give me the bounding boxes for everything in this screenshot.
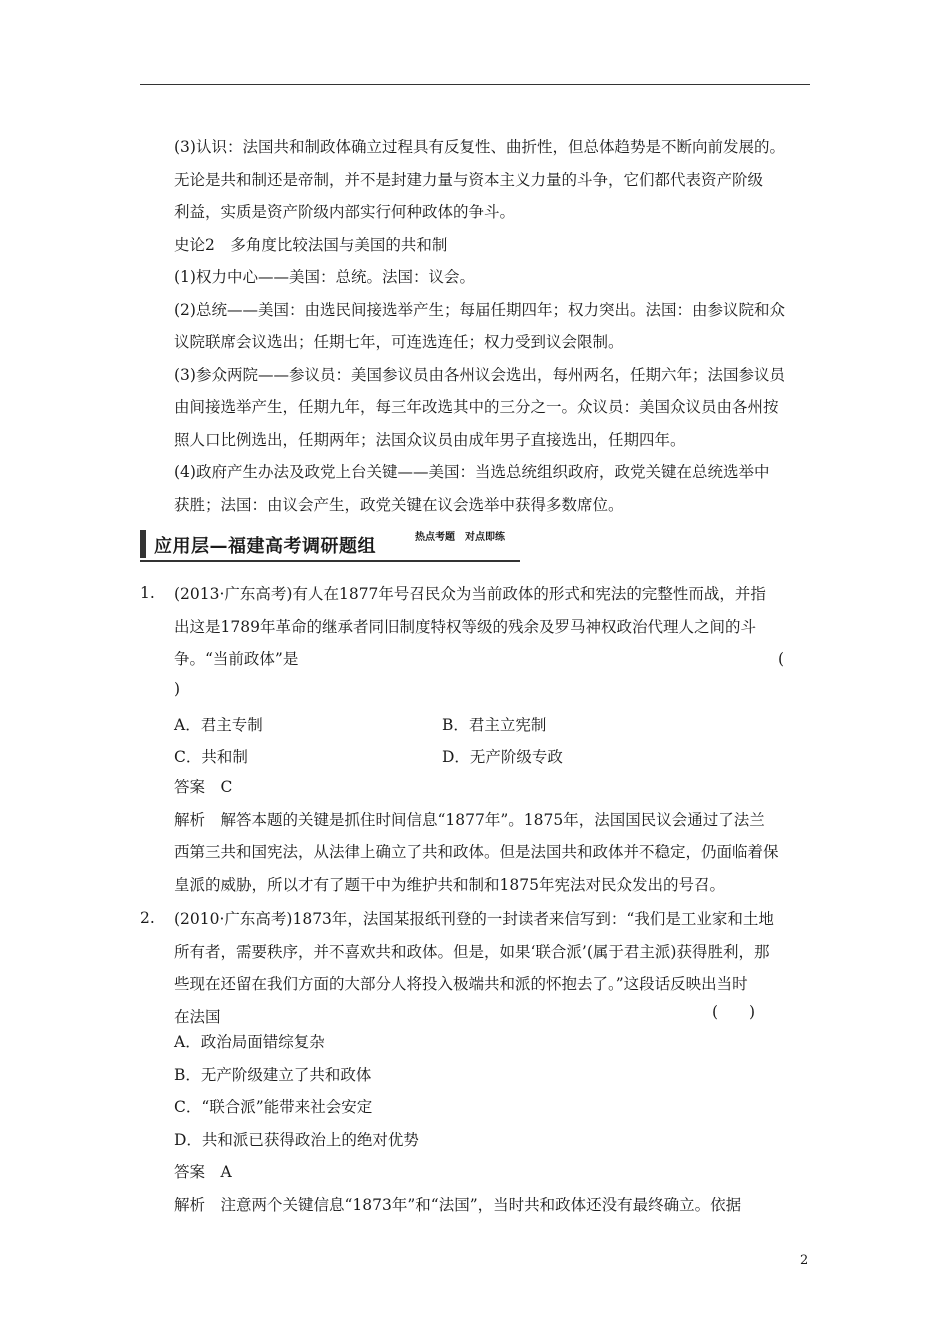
banner-title: 应用层—福建高考调研题组: [154, 536, 376, 557]
text-line: (2)总统——美国：由选民间接选举产生；每届任期四年；权力突出。法国：由参议院和众: [174, 300, 785, 319]
answer-bracket-close: ): [174, 680, 181, 698]
question-number: 1.: [140, 584, 155, 602]
text-line: 获胜；法国：由议会产生，政党关键在议会选举中获得多数席位。: [174, 495, 624, 514]
text-line: 无论是共和制还是帝制，并不是封建力量与资本主义力量的斗争，它们都代表资产阶级: [174, 170, 764, 189]
text-line: 些现在还留在我们方面的大部分人将投入极端共和派的怀抱去了。”这段话反映出当时: [174, 975, 748, 993]
option-d: D．共和派已获得政治上的绝对优势: [174, 1130, 419, 1149]
text-line: (2010·广东高考)1873年，法国某报纸刊登的一封读者来信写到：“我们是工业家和土地: [174, 910, 774, 928]
text-line: 所有者，需要秩序，并不喜欢共和政体。但是，如果‘联合派’(属于君主派)获得胜利，那: [174, 942, 770, 961]
question-1-answer: [174, 771, 810, 901]
text-line: (3)认识：法国共和制政体确立过程具有反复性、曲折性，但总体趋势是不断向前发展的。: [174, 138, 785, 156]
summary-section: [174, 131, 810, 521]
explanation-line: 解析 注意两个关键信息“1873年”和“法国”，当时共和政体还没有最终确立。依据: [174, 1195, 742, 1214]
text-line: 照人口比例选出，任期两年；法国众议员由成年男子直接选出，任期四年。: [174, 430, 686, 449]
question-number: 2.: [140, 909, 155, 927]
text-line: (3)参众两院——参议员：美国参议员由各州议会选出，每州两名，任期六年；法国参议员: [174, 365, 785, 384]
text-line: 利益，实质是资产阶级内部实行何种政体的争斗。: [174, 203, 516, 221]
section-banner: [140, 528, 520, 562]
text-line: 出这是1789年革命的继承者同旧制度特权等级的残余及罗马神权政治代理人之间的斗: [174, 617, 756, 636]
text-line: (2013·广东高考)有人在1877年号召民众为当前政体的形式和宪法的完整性而战，并指: [174, 585, 766, 603]
banner-subtitle: 热点考题 对点即练: [415, 532, 505, 543]
explanation-line: 皇派的威胁，所以才有了题干中为维护共和制和1875年宪法对民众发出的号召。: [174, 875, 725, 894]
shilun-heading: 史论2 多角度比较法国与美国的共和制: [174, 235, 448, 254]
banner-underline: [140, 560, 520, 562]
explanation-line: 解析 解答本题的关键是抓住时间信息“1877年”。1875年，法国国民议会通过了法兰: [174, 810, 765, 829]
option-d: D．无产阶级专政: [442, 748, 563, 766]
question-2-options: [174, 1026, 810, 1221]
option-c: C．共和制: [174, 748, 248, 766]
option-b: B．无产阶级建立了共和政体: [174, 1065, 372, 1084]
banner-bar: [140, 530, 146, 558]
explanation-line: 西第三共和国宪法，从法律上确立了共和政体。但是法国共和政体并不稳定，仍面临着保: [174, 843, 779, 861]
text-line: (1)权力中心——美国：总统。法国：议会。: [174, 268, 475, 286]
option-b: B．君主立宪制: [442, 716, 547, 734]
text-line: (4)政府产生办法及政党上台关键——美国：当选总统组织政府，政党关键在总统选举中: [174, 463, 770, 481]
option-c: C．“联合派”能带来社会安定: [174, 1098, 373, 1116]
answer-line: 答案 A: [174, 1163, 232, 1181]
text-line: 由间接选举产生，任期九年，每三年改选其中的三分之一。众议员：美国众议员由各州按: [174, 398, 779, 416]
question-1-stem: [174, 578, 810, 676]
header-rule: [140, 84, 810, 85]
answer-line: 答案 C: [174, 778, 233, 796]
option-a: A．君主专制: [174, 716, 263, 734]
answer-bracket: ( ): [712, 1003, 756, 1021]
page-number: 2: [800, 1253, 809, 1268]
text-line: 议院联席会议选出；任期七年，可连选连任；权力受到议会限制。: [174, 333, 624, 351]
option-a: A．政治局面错综复杂: [174, 1033, 325, 1051]
answer-bracket-open: (: [778, 650, 785, 668]
text-line: 在法国: [174, 1007, 221, 1026]
text-line: 争。“当前政体”是: [174, 650, 299, 668]
